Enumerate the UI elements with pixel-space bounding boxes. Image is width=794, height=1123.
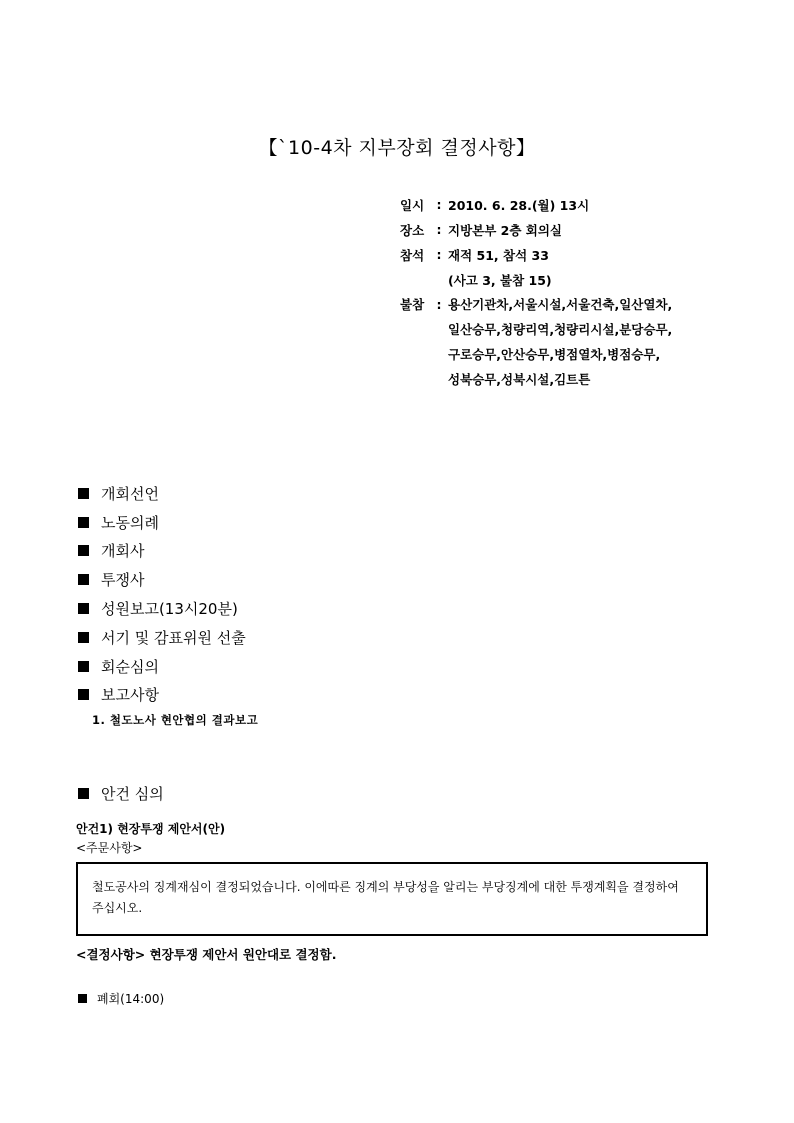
attendance-label: 참석 bbox=[400, 247, 425, 263]
square-bullet-icon bbox=[78, 632, 89, 643]
meeting-info bbox=[400, 192, 672, 392]
attendance-value: 재적 51, 참석 33 bbox=[448, 247, 549, 263]
agenda-item bbox=[78, 479, 246, 508]
place-colon: : bbox=[436, 222, 442, 237]
absent-line: 용산기관차,서울시설,서울건축,일산열차, bbox=[448, 297, 673, 312]
notice-label: <주문사항> bbox=[76, 841, 143, 855]
discussion-heading-label: 안건 심의 bbox=[101, 785, 164, 803]
square-bullet-icon bbox=[78, 603, 89, 614]
discussion-heading bbox=[78, 783, 164, 804]
agenda-item bbox=[78, 623, 246, 652]
absent-line: 구로승무,안산승무,병점열차,병점승무, bbox=[448, 347, 661, 362]
agenda-item-label: 개회사 bbox=[101, 542, 145, 561]
agenda-item-label: 투쟁사 bbox=[101, 571, 145, 590]
square-bullet-icon bbox=[78, 788, 89, 799]
absent-line: 일산승무,청량리역,청량리시설,분당승무, bbox=[448, 322, 673, 337]
absent-line: 성북승무,성북시설,김트튼 bbox=[448, 372, 591, 387]
agenda-item bbox=[78, 537, 246, 566]
agenda-item bbox=[78, 508, 246, 537]
absent-list bbox=[448, 292, 672, 392]
decision-text: <결정사항> 현장투쟁 제안서 원안대로 결정함. bbox=[76, 947, 337, 962]
attendance-detail: (사고 3, 불참 15) bbox=[448, 272, 552, 288]
absent-colon: : bbox=[436, 297, 442, 312]
closing-label: 폐회(14:00) bbox=[97, 992, 165, 1006]
agenda-item-label: 회순심의 bbox=[101, 657, 159, 676]
meeting-datetime bbox=[400, 192, 672, 217]
datetime-label: 일시 bbox=[400, 197, 425, 213]
agenda-item bbox=[78, 681, 246, 710]
notice-box bbox=[76, 862, 708, 936]
square-bullet-icon bbox=[78, 574, 89, 585]
agenda-item-label: 서기 및 감표위원 선출 bbox=[101, 628, 246, 647]
meeting-place bbox=[400, 217, 672, 242]
square-bullet-icon bbox=[78, 689, 89, 700]
agenda-list bbox=[78, 479, 246, 709]
square-bullet-icon bbox=[78, 994, 87, 1003]
place-label: 장소 bbox=[400, 222, 425, 238]
agenda-item-label: 노동의례 bbox=[101, 513, 159, 532]
agenda-item-label: 성원보고(13시20분) bbox=[101, 600, 238, 619]
meeting-attendance bbox=[400, 242, 672, 267]
meeting-absent bbox=[400, 292, 672, 392]
agenda-item-label: 개회선언 bbox=[101, 484, 159, 503]
agenda-item bbox=[78, 652, 246, 681]
datetime-value: 2010. 6. 28.(월) 13시 bbox=[448, 197, 590, 213]
absent-label: 불참 bbox=[400, 297, 425, 312]
agenda-item bbox=[78, 594, 246, 623]
square-bullet-icon bbox=[78, 661, 89, 672]
attendance-colon: : bbox=[436, 247, 442, 262]
closing bbox=[78, 990, 164, 1007]
square-bullet-icon bbox=[78, 517, 89, 528]
agenda-item bbox=[78, 565, 246, 594]
agenda-item-label: 보고사항 bbox=[101, 686, 159, 705]
proposal-title: 안건1) 현장투쟁 제안서(안) bbox=[76, 822, 226, 836]
document-title: 【`10-4차 지부장회 결정사항】 bbox=[258, 137, 536, 159]
square-bullet-icon bbox=[78, 545, 89, 556]
report-item: 1. 철도노사 현안협의 결과보고 bbox=[92, 713, 259, 727]
notice-text: 철도공사의 징계재심이 결정되었습니다. 이에따른 징계의 부당성을 알리는 부당징계에 대한 투쟁계획을 결정하여 주십시오. bbox=[92, 880, 679, 915]
place-value: 지방본부 2층 회의실 bbox=[448, 222, 563, 238]
square-bullet-icon bbox=[78, 488, 89, 499]
datetime-colon: : bbox=[436, 197, 442, 212]
